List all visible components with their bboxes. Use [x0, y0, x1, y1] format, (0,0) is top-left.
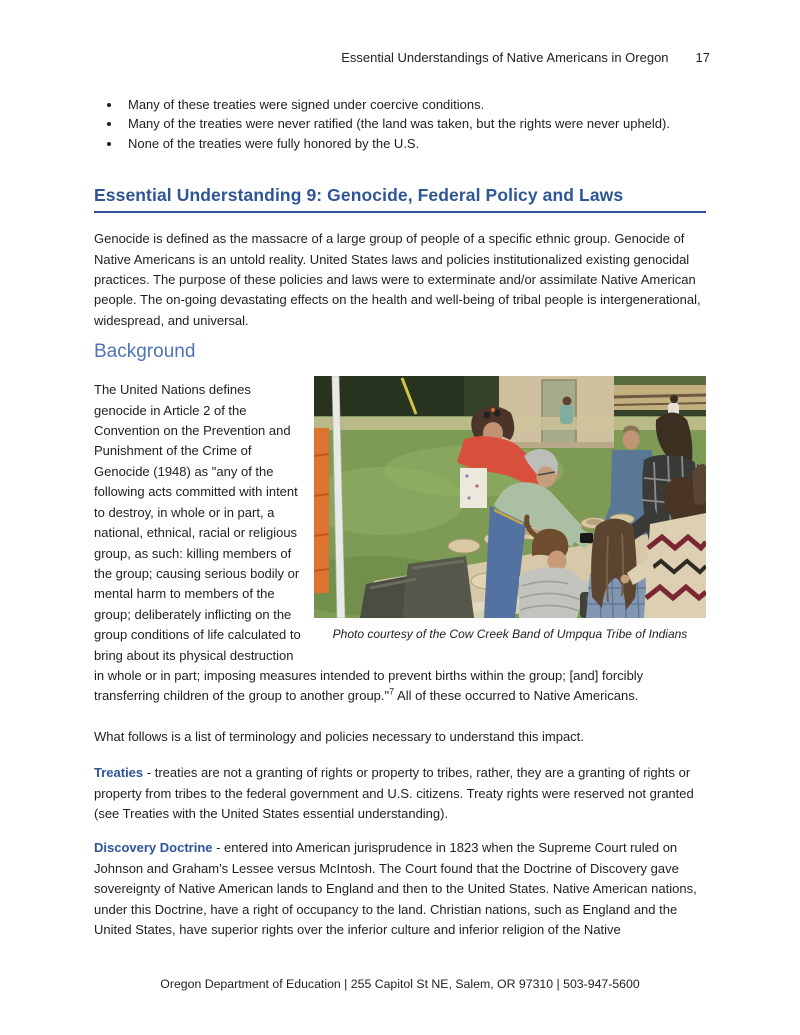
page-footer: Oregon Department of Education | 255 Capitol St NE, Salem, OR 97310 | 503-947-5600 [160, 977, 640, 991]
term-discovery-doctrine-label: Discovery Doctrine [94, 840, 213, 856]
page-number: 17 [695, 50, 710, 65]
background-section [94, 380, 706, 747]
page-content [0, 95, 800, 940]
treaty-bullet-list [94, 95, 706, 153]
dry-field-fence [614, 376, 706, 410]
term-treaties-definition: - treaties are not a granting of rights or property to tribes, rather, they are a granting of rights or property from tribes to the federal government and U.S. citizens. Treaty rights were reserved not granted (see Treaties with the United States essential understanding). [94, 765, 694, 821]
term-discovery-doctrine-paragraph [94, 838, 706, 940]
photo-caption: Photo courtesy of the Cow Creek Band of Umpqua Tribe of Indians [332, 627, 688, 642]
follow-up-paragraph: What follows is a list of terminology and policies necessary to understand this impact. [94, 728, 584, 744]
section-intro-paragraph: Genocide is defined as the massacre of a large group of people of a specific ethnic group. Genocide of Native Americans is an untold reality. United States laws and policies institutionalized existing genocidal practices. The purpose of these policies and laws were to exterminate and/or assimilate Native American people. The on-going devastating effects on the health and well-being of tribal people is intergenerational, widespread, and universal. [94, 231, 701, 328]
bullet-item: • Many of the treaties were never ratified (the land was taken, but the rights were never upheld). [122, 114, 706, 133]
term-treaties-paragraph [94, 763, 706, 824]
event-photo [314, 376, 706, 618]
background-text-after: All of these occurred to Native Americans. [394, 688, 639, 704]
bullet-item: • Many of these treaties were signed under coercive conditions. [122, 95, 706, 114]
background-text: The United Nations defines genocide in Article 2 of the Convention on the Prevention and Punishment of the Crime of Genocide (1948) as "any of the following acts committed with intent to destroy, in whole or in part, a national, ethnical, racial or religious group, as such: killing members of the group; causing serious bodily or mental harm to members of the group; deliberately inflicting on the group conditions of life calculated to bring about its physical destruction in whole or in part; imposing measures intended to prevent births within the group; [and] forcibly transferring children of the group to another group." [94, 382, 644, 704]
term-treaties-label: Treaties [94, 765, 144, 781]
background-heading: Background [94, 341, 196, 363]
page-header [0, 0, 800, 65]
photo-figure [314, 376, 706, 645]
orange-mesh [314, 428, 329, 593]
footnote-marker: 7 [389, 687, 395, 698]
bullet-item: • None of the treaties were fully honored by the U.S. [122, 134, 706, 153]
header-title: Essential Understandings of Native Americans in Oregon [341, 50, 669, 65]
building [499, 376, 614, 448]
section-heading: Essential Understanding 9: Genocide, Federal Policy and Laws [94, 185, 706, 213]
term-discovery-doctrine-definition: - entered into American jurisprudence in 1823 when the Supreme Court ruled on Johnson and Graham’s Lessee versus McIntosh. The Court found that the Doctrine of Discovery gave sovereignty of Native American lands to England and then to the United States. Native American nations, under this Doctrine, have a right of occupancy to the land. Christian nations, such as England and the United States, have superior rights over the inferior culture and inferior religion of the Native [94, 840, 697, 937]
person-right-edge [692, 464, 706, 505]
